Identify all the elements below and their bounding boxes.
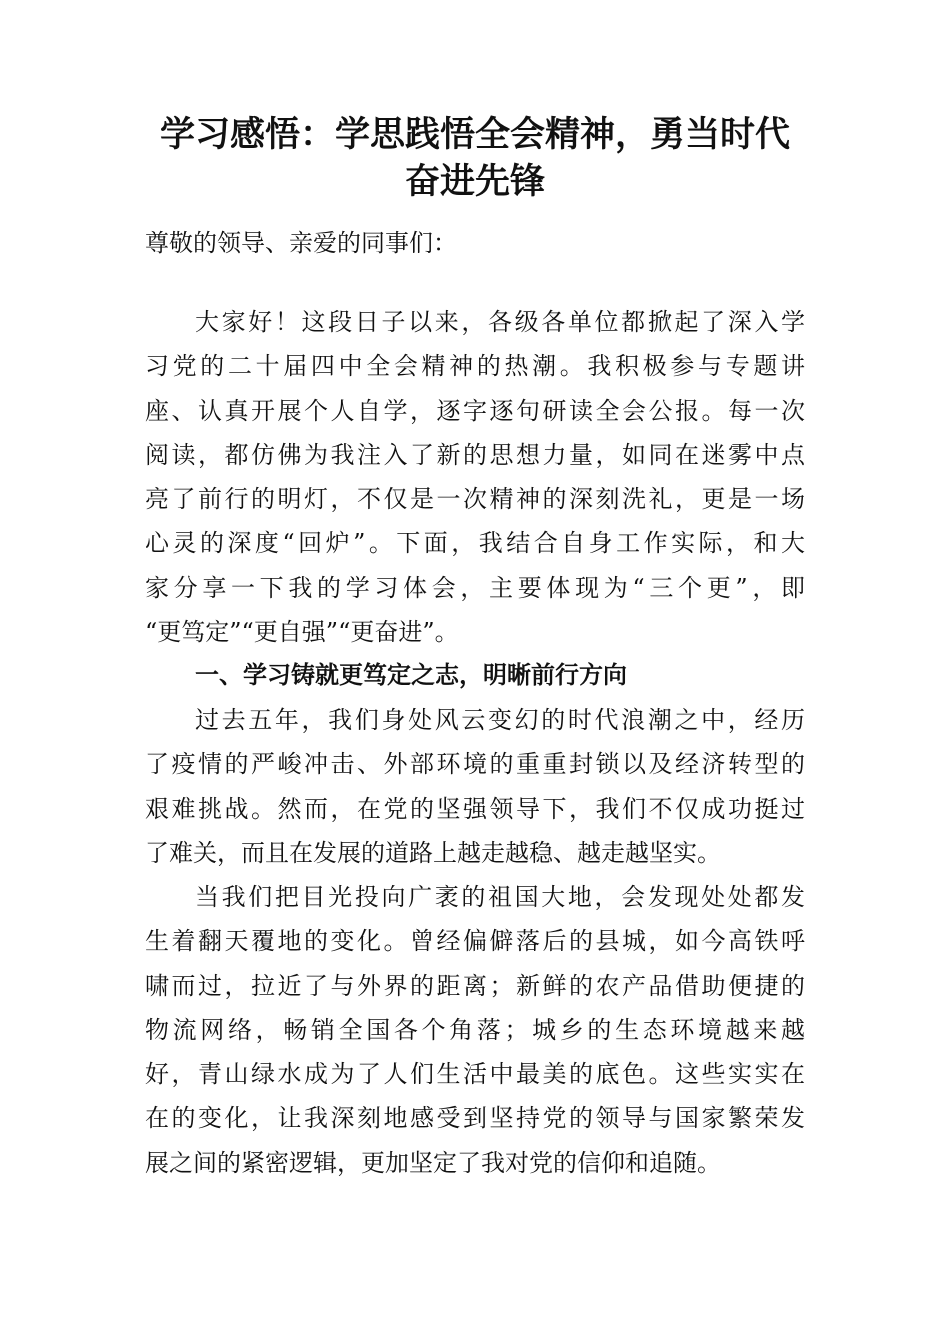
- paragraph-past-five-years: [145, 698, 805, 875]
- document-title: [0, 112, 950, 206]
- paragraph-line: 心灵的深度“回炉”。下面，我结合自身工作实际，和大: [145, 529, 805, 558]
- paragraph-line: 在的变化，让我深刻地感受到坚持党的领导与国家繁荣发: [145, 1104, 805, 1133]
- paragraph-line: 过去五年，我们身处风云变幻的时代浪潮之中，经历: [195, 706, 805, 734]
- section-heading-text: 一、学习铸就更笃定之志，明晰前行方向: [195, 661, 627, 689]
- paragraph-line: 亮了前行的明灯，不仅是一次精神的深刻洗礼，更是一场: [145, 485, 805, 514]
- paragraph-line: 当我们把目光投向广袤的祖国大地，会发现处处都发: [195, 883, 805, 911]
- paragraph-line: 生着翻天覆地的变化。曾经偏僻落后的县城，如今高铁呼: [145, 927, 805, 956]
- salutation-text: 尊敬的领导、亲爱的同事们：: [145, 229, 457, 257]
- title-line: 奋进先锋: [404, 162, 545, 202]
- paragraph-line: 物流网络，畅销全国各个角落；城乡的生态环境越来越: [145, 1015, 805, 1044]
- paragraph-line: 了疫情的严峻冲击、外部环境的重重封锁以及经济转型的: [145, 750, 805, 779]
- paragraph-line: 啸而过，拉近了与外界的距离；新鲜的农产品借助便捷的: [145, 971, 805, 1000]
- paragraph-line: 展之间的紧密逻辑，更加坚定了我对党的信仰和追随。: [145, 1148, 721, 1177]
- title-line: 学习感悟：学思践悟全会精神，勇当时代: [159, 115, 790, 155]
- paragraph-line: 好，青山绿水成为了人们生活中最美的底色。这些实实在: [145, 1060, 805, 1089]
- paragraph-line: 座、认真开展个人自学，逐字逐句研读全会公报。每一次: [145, 396, 805, 425]
- paragraph-line: 大家好！这段日子以来，各级各单位都掀起了深入学: [195, 308, 805, 336]
- paragraph-intro: [145, 300, 805, 654]
- paragraph-line: 阅读，都仿佛为我注入了新的思想力量，如同在迷雾中点: [145, 440, 805, 469]
- paragraph-changes: [145, 875, 805, 1185]
- paragraph-line: 艰难挑战。然而，在党的坚强领导下，我们不仅成功挺过: [145, 794, 805, 823]
- salutation: [145, 221, 805, 265]
- paragraph-line: 习党的二十届四中全会精神的热潮。我积极参与专题讲: [145, 352, 805, 381]
- paragraph-line: 了难关，而且在发展的道路上越走越稳、越走越坚实。: [145, 838, 721, 867]
- paragraph-line: 家分享一下我的学习体会，主要体现为“三个更”，即: [145, 573, 805, 602]
- paragraph-line: “更笃定”“更自强”“更奋进”。: [145, 618, 459, 647]
- section-heading: [145, 653, 805, 697]
